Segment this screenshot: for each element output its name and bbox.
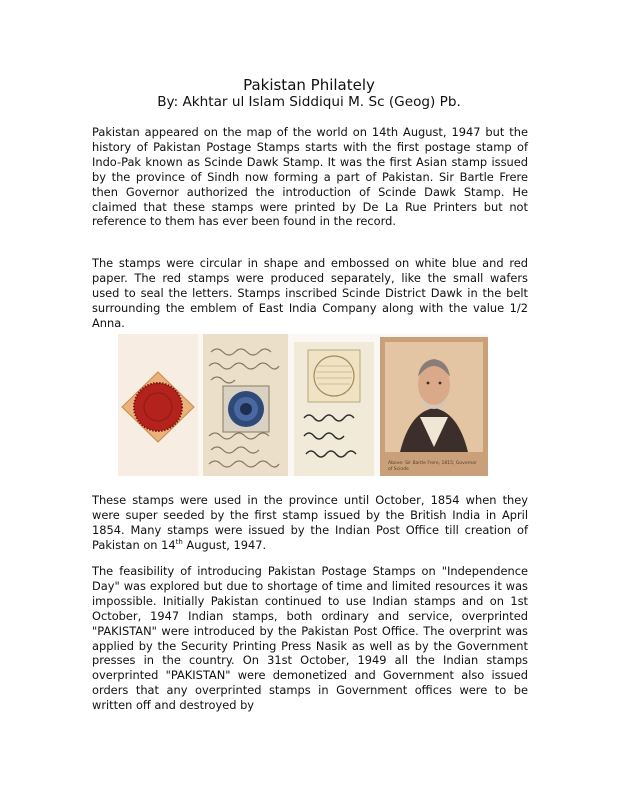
portrait-caption: Above: Sir Bartle Frere, 1815; Governor of Scinde [388, 461, 477, 472]
paragraph-1: Pakistan appeared on the map of the world on 14th August, 1947 but the history of Pakistan Postage Stamps starts with the first postage stamp of Indo-Pak known as Scinde Dawk Stamp. It was the first Asian stamp issued by the province of Sindh now forming a part of Pakistan. Sir Bartle Frere then Governor authorized the introduction of Scinde Dawk Stamp. He claimed that these stamps were printed by De La Rue Printers but not reference to them has ever been found in the record. [92, 125, 528, 229]
document-byline: By: Akhtar ul Islam Siddiqui M. Sc (Geog) Pb. [157, 94, 461, 110]
document-title: Pakistan Philately [243, 76, 375, 94]
paragraph-2: The stamps were circular in shape and embossed on white blue and red paper. The red stamps were produced separately, like the small wafers used to seal the letters. Stamps inscribed Scinde District Dawk in the belt surrounding the emblem of East India Company along with the value 1/2 Anna. [92, 256, 528, 330]
paragraph-4: The feasibility of introducing Pakistan Postage Stamps on "Independence Day" was explored but due to shortage of time and limited resources it was impossible. Initially Pakistan continued to use Indian stamps and on 1st October, 1947 Indian stamps, both ordinary and service, overprinted "PAKISTAN" were introduced by the Pakistan Post Office. The overprint was applied by the Security Printing Press Nasik as well as by the Government presses in the country. On 31st October, 1949 all the Indian stamps overprinted "PAKISTAN" were demonetized and Government also issued orders that any overprinted stamps in Government offices were to be written off and destroyed by [92, 564, 528, 713]
stamps-figure [118, 334, 488, 476]
portrait-sir-bartle-frere-photo [380, 337, 488, 476]
white-stamp-on-cover-photo [294, 342, 374, 476]
paragraph-3-end: August, 1947. [182, 537, 267, 552]
blue-stamp-on-cover-photo [203, 334, 288, 476]
red-scinde-dawk-stamp-photo [118, 334, 198, 476]
ordinal-suffix: th [175, 537, 183, 546]
paragraph-3-text: These stamps were used in the province until October, 1854 when they were super seeded by the first stamp issued by the British India in April 1854. Many stamps were issued by the Indian Post Office till creation of Pakistan on 14 [92, 493, 528, 552]
paragraph-3 [92, 493, 528, 553]
